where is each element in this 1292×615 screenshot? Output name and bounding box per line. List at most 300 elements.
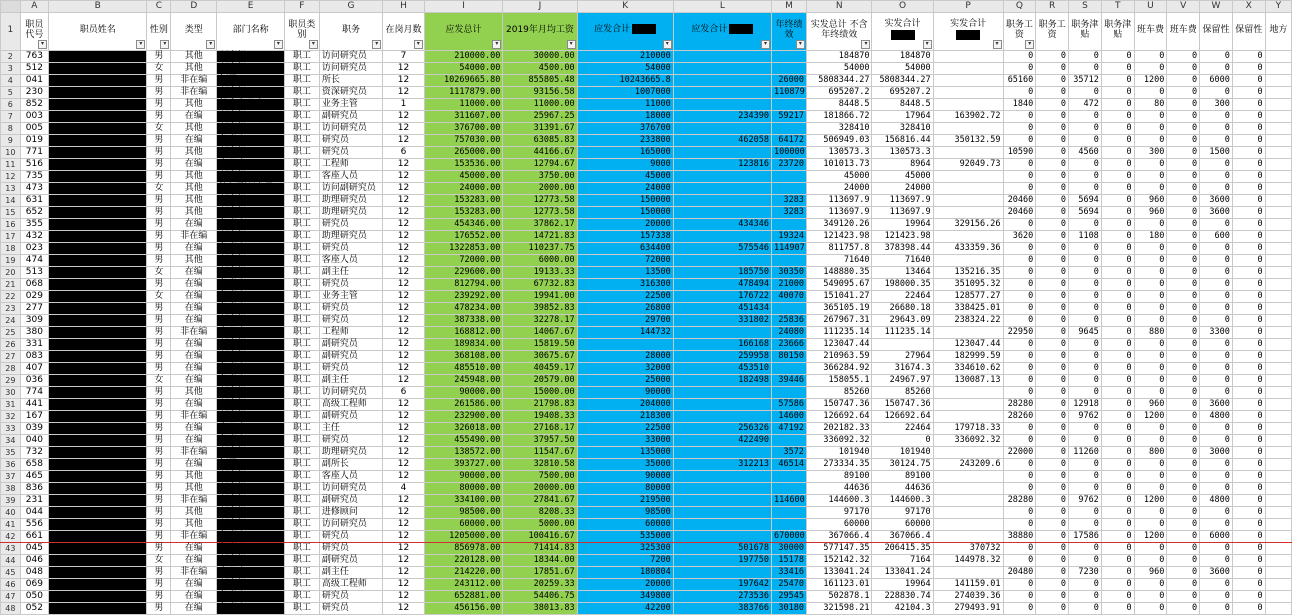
table-cell[interactable]: 0 [1200, 51, 1233, 63]
table-cell[interactable]: 0 [1200, 387, 1233, 399]
table-cell[interactable] [1265, 519, 1291, 531]
table-cell[interactable]: 123047.44 [933, 339, 1003, 351]
table-cell[interactable] [49, 543, 147, 555]
table-cell[interactable]: 男 [147, 51, 171, 63]
table-cell[interactable]: 0 [1134, 279, 1167, 291]
table-cell[interactable]: 男 [147, 531, 171, 543]
table-cell[interactable]: 女 [147, 267, 171, 279]
table-cell[interactable]: 非在编 [171, 411, 217, 423]
table-cell[interactable] [49, 195, 147, 207]
table-cell[interactable]: 0 [1232, 579, 1265, 591]
table-cell[interactable]: 45000 [577, 171, 673, 183]
table-cell[interactable]: 17851.67 [503, 567, 577, 579]
table-cell[interactable] [772, 219, 807, 231]
table-cell[interactable]: 职工 [284, 147, 319, 159]
table-cell[interactable] [673, 63, 771, 75]
table-cell[interactable]: 126692.64 [806, 411, 872, 423]
table-cell[interactable]: 11260 [1069, 447, 1102, 459]
header-cell[interactable] [933, 13, 1003, 51]
table-cell[interactable]: 访问副研究员 [217, 183, 285, 195]
header-cell[interactable] [1134, 13, 1167, 51]
table-cell[interactable]: 研究员 [319, 147, 382, 159]
table-cell[interactable] [872, 339, 933, 351]
table-cell[interactable]: 高级工程师 [319, 579, 382, 591]
table-cell[interactable]: 0 [1101, 195, 1134, 207]
table-cell[interactable] [49, 483, 147, 495]
table-cell[interactable]: 研究组 [217, 171, 285, 183]
table-cell[interactable]: 0 [1232, 519, 1265, 531]
table-cell[interactable]: 97170 [806, 507, 872, 519]
table-cell[interactable]: 助理研究员 [319, 195, 382, 207]
table-cell[interactable]: 0 [1101, 339, 1134, 351]
header-cell[interactable] [20, 13, 48, 51]
table-cell[interactable]: 0 [1232, 159, 1265, 171]
table-cell[interactable]: 职工 [284, 543, 319, 555]
table-cell[interactable]: 3600 [1200, 207, 1233, 219]
table-cell[interactable]: 45000 [872, 171, 933, 183]
table-cell[interactable]: 男 [147, 339, 171, 351]
table-cell[interactable]: 852 [20, 99, 48, 111]
table-cell[interactable]: 144978.32 [933, 555, 1003, 567]
table-cell[interactable]: 0 [1232, 363, 1265, 375]
table-cell[interactable]: 100000 [772, 147, 807, 159]
table-cell[interactable]: 661 [20, 531, 48, 543]
table-cell[interactable]: 领导 [217, 75, 285, 87]
table-cell[interactable]: 210000.00 [424, 51, 503, 63]
table-cell[interactable] [673, 507, 771, 519]
table-cell[interactable]: 355 [20, 219, 48, 231]
table-cell[interactable]: 12 [383, 219, 425, 231]
table-cell[interactable]: 167 [20, 411, 48, 423]
table-cell[interactable]: 60000.00 [424, 519, 503, 531]
table-cell[interactable]: 进修顾问 [319, 507, 382, 519]
table-cell[interactable]: 0 [1200, 135, 1233, 147]
table-cell[interactable]: 121423.98 [872, 231, 933, 243]
table-cell[interactable]: 0 [1036, 447, 1069, 459]
table-cell[interactable]: 811757.8 [806, 243, 872, 255]
table-cell[interactable] [933, 495, 1003, 507]
table-cell[interactable]: 0 [1101, 87, 1134, 99]
table-cell[interactable]: 负责人 [217, 591, 285, 603]
table-cell[interactable] [49, 387, 147, 399]
table-cell[interactable] [933, 471, 1003, 483]
table-cell[interactable]: 0 [1101, 375, 1134, 387]
table-cell[interactable]: 90000.00 [424, 471, 503, 483]
row-number[interactable]: 43 [1, 543, 21, 555]
table-cell[interactable]: 研究组 [217, 339, 285, 351]
table-cell[interactable]: 19964 [872, 579, 933, 591]
table-cell[interactable]: 研究组 [217, 231, 285, 243]
table-cell[interactable]: 0 [1232, 267, 1265, 279]
table-cell[interactable]: 职工 [284, 555, 319, 567]
row-number[interactable]: 10 [1, 147, 21, 159]
table-cell[interactable]: 210000 [577, 51, 673, 63]
table-cell[interactable] [49, 579, 147, 591]
table-cell[interactable]: 0 [1232, 135, 1265, 147]
table-cell[interactable]: 研究员 [319, 363, 382, 375]
table-cell[interactable] [933, 447, 1003, 459]
table-cell[interactable]: 434346 [673, 219, 771, 231]
table-cell[interactable]: 0 [1134, 315, 1167, 327]
table-cell[interactable]: 0 [1232, 375, 1265, 387]
table-cell[interactable] [933, 87, 1003, 99]
table-cell[interactable] [1265, 99, 1291, 111]
table-cell[interactable]: 0 [1003, 267, 1036, 279]
table-cell[interactable]: 非在编 [171, 327, 217, 339]
table-cell[interactable]: 0 [1069, 303, 1102, 315]
header-cell[interactable] [171, 13, 217, 51]
table-cell[interactable]: 336092.32 [806, 435, 872, 447]
table-cell[interactable] [49, 531, 147, 543]
table-cell[interactable]: 在编 [171, 267, 217, 279]
table-cell[interactable] [1265, 219, 1291, 231]
table-cell[interactable]: 12 [383, 255, 425, 267]
table-cell[interactable]: 研究员 [319, 543, 382, 555]
table-cell[interactable]: 045 [20, 543, 48, 555]
table-cell[interactable]: 0 [1101, 147, 1134, 159]
table-cell[interactable]: 334100.00 [424, 495, 503, 507]
table-cell[interactable] [673, 387, 771, 399]
table-cell[interactable]: 0 [1200, 435, 1233, 447]
table-cell[interactable]: 女 [147, 63, 171, 75]
table-cell[interactable] [49, 159, 147, 171]
table-cell[interactable]: 研究组 [217, 519, 285, 531]
table-cell[interactable]: 485510.00 [424, 363, 503, 375]
table-cell[interactable]: 在编 [171, 555, 217, 567]
header-cell[interactable] [772, 13, 807, 51]
table-cell[interactable]: 在编 [171, 543, 217, 555]
table-cell[interactable]: 90000 [577, 387, 673, 399]
table-cell[interactable]: 男 [147, 591, 171, 603]
table-cell[interactable] [673, 483, 771, 495]
table-cell[interactable]: 男 [147, 411, 171, 423]
table-cell[interactable] [772, 483, 807, 495]
table-cell[interactable]: 0 [1167, 603, 1200, 615]
table-cell[interactable] [772, 255, 807, 267]
column-header-b[interactable]: B [49, 1, 147, 13]
table-cell[interactable]: 0 [1003, 51, 1036, 63]
table-cell[interactable] [933, 195, 1003, 207]
table-cell[interactable]: 0 [1069, 459, 1102, 471]
table-cell[interactable]: 349800 [577, 591, 673, 603]
table-cell[interactable]: 29700 [577, 315, 673, 327]
column-header-d[interactable]: D [171, 1, 217, 13]
table-cell[interactable]: 0 [1101, 483, 1134, 495]
table-cell[interactable]: 59217 [772, 111, 807, 123]
column-header-r[interactable]: R [1036, 1, 1069, 13]
table-cell[interactable]: 负责人 [217, 603, 285, 615]
table-cell[interactable]: 0 [1200, 243, 1233, 255]
header-cell[interactable] [49, 13, 147, 51]
table-cell[interactable]: 职工 [284, 255, 319, 267]
table-cell[interactable]: 0 [1101, 315, 1134, 327]
table-cell[interactable]: 0 [1232, 255, 1265, 267]
table-cell[interactable]: 387338.00 [424, 315, 503, 327]
table-cell[interactable]: 370732 [933, 543, 1003, 555]
table-cell[interactable]: 456156.00 [424, 603, 503, 615]
table-cell[interactable]: 非在编 [171, 87, 217, 99]
table-cell[interactable]: 0 [1167, 123, 1200, 135]
table-cell[interactable] [673, 75, 771, 87]
table-cell[interactable]: 12 [383, 327, 425, 339]
table-cell[interactable]: 0 [1200, 171, 1233, 183]
table-cell[interactable]: 153283.00 [424, 195, 503, 207]
table-cell[interactable]: 0 [1232, 471, 1265, 483]
column-header-c[interactable]: C [147, 1, 171, 13]
table-cell[interactable]: 133041.24 [806, 567, 872, 579]
table-cell[interactable]: 职工 [284, 219, 319, 231]
table-cell[interactable]: 0 [1069, 183, 1102, 195]
table-cell[interactable]: 228830.74 [872, 591, 933, 603]
table-cell[interactable]: 0 [1167, 63, 1200, 75]
table-cell[interactable]: 其他 [171, 387, 217, 399]
table-cell[interactable]: 0 [1036, 231, 1069, 243]
table-cell[interactable]: 0 [1167, 507, 1200, 519]
table-cell[interactable] [1265, 351, 1291, 363]
table-cell[interactable]: 非在编 [171, 495, 217, 507]
table-cell[interactable]: 331 [20, 339, 48, 351]
table-cell[interactable]: 0 [1134, 87, 1167, 99]
table-cell[interactable]: 0 [1036, 483, 1069, 495]
table-cell[interactable]: 20259.33 [503, 579, 577, 591]
table-cell[interactable]: 职工 [284, 183, 319, 195]
table-cell[interactable]: 0 [1036, 87, 1069, 99]
table-cell[interactable] [673, 567, 771, 579]
table-cell[interactable]: 男 [147, 327, 171, 339]
table-cell[interactable]: 57586 [772, 399, 807, 411]
table-cell[interactable]: 92049.73 [933, 159, 1003, 171]
table-cell[interactable]: 12 [383, 207, 425, 219]
table-cell[interactable] [1265, 447, 1291, 459]
table-cell[interactable]: 0 [1036, 327, 1069, 339]
table-cell[interactable]: 5694 [1069, 207, 1102, 219]
table-cell[interactable]: 0 [1069, 135, 1102, 147]
row-number[interactable]: 44 [1, 555, 21, 567]
table-cell[interactable]: 368108.00 [424, 351, 503, 363]
table-cell[interactable]: 负责人 [217, 303, 285, 315]
select-all-corner[interactable] [1, 1, 21, 13]
table-cell[interactable]: 0 [1200, 423, 1233, 435]
table-cell[interactable]: 领导 [217, 459, 285, 471]
table-cell[interactable]: 12 [383, 267, 425, 279]
table-cell[interactable]: 90000.00 [424, 387, 503, 399]
table-cell[interactable]: 506949.03 [806, 135, 872, 147]
filter-dropdown-icon[interactable]: ▾ [993, 40, 1002, 49]
table-cell[interactable]: 24000.00 [424, 183, 503, 195]
table-cell[interactable] [1265, 531, 1291, 543]
row-number[interactable]: 40 [1, 507, 21, 519]
table-cell[interactable]: 12 [383, 579, 425, 591]
table-cell[interactable]: 19324 [772, 231, 807, 243]
table-cell[interactable]: 44636 [806, 483, 872, 495]
table-cell[interactable]: 577147.35 [806, 543, 872, 555]
table-cell[interactable]: 23666 [772, 339, 807, 351]
table-cell[interactable]: 研究组 [217, 471, 285, 483]
header-cell[interactable] [383, 13, 425, 51]
table-cell[interactable]: 89100 [872, 471, 933, 483]
table-cell[interactable]: 0 [1036, 51, 1069, 63]
table-cell[interactable]: 0 [1232, 63, 1265, 75]
table-cell[interactable]: 0 [1134, 459, 1167, 471]
table-cell[interactable] [49, 99, 147, 111]
table-cell[interactable]: 其他 [171, 99, 217, 111]
table-cell[interactable]: 0 [1232, 111, 1265, 123]
table-cell[interactable]: 0 [1200, 603, 1233, 615]
table-cell[interactable]: 0 [1200, 555, 1233, 567]
table-cell[interactable] [673, 255, 771, 267]
row-number[interactable]: 21 [1, 279, 21, 291]
table-cell[interactable]: 0 [1036, 315, 1069, 327]
table-cell[interactable]: 40459.17 [503, 363, 577, 375]
table-cell[interactable]: 0 [1200, 339, 1233, 351]
table-cell[interactable]: 12 [383, 183, 425, 195]
table-cell[interactable]: 22464 [872, 423, 933, 435]
table-cell[interactable]: 54406.75 [503, 591, 577, 603]
table-cell[interactable]: 0 [1167, 339, 1200, 351]
table-cell[interactable]: 12773.58 [503, 195, 577, 207]
table-cell[interactable] [1265, 303, 1291, 315]
table-cell[interactable]: 3300 [1200, 327, 1233, 339]
table-cell[interactable]: 47192 [772, 423, 807, 435]
table-cell[interactable]: 28000 [577, 351, 673, 363]
table-cell[interactable]: 26800 [577, 303, 673, 315]
table-cell[interactable]: 0 [1069, 171, 1102, 183]
table-cell[interactable]: 副研究员 [319, 411, 382, 423]
table-cell[interactable]: 0 [1036, 99, 1069, 111]
table-cell[interactable]: 男 [147, 543, 171, 555]
table-cell[interactable]: 0 [1003, 543, 1036, 555]
table-cell[interactable]: 4 [383, 483, 425, 495]
table-cell[interactable]: 300 [1200, 99, 1233, 111]
table-cell[interactable]: 383766 [673, 603, 771, 615]
table-cell[interactable]: 职工 [284, 99, 319, 111]
table-cell[interactable]: 0 [1036, 399, 1069, 411]
table-cell[interactable]: 25836 [772, 315, 807, 327]
table-cell[interactable]: 135000 [577, 447, 673, 459]
table-cell[interactable]: 男 [147, 75, 171, 87]
table-cell[interactable]: 0 [1101, 471, 1134, 483]
table-cell[interactable]: 研究组 [217, 411, 285, 423]
table-cell[interactable]: 男 [147, 495, 171, 507]
table-cell[interactable]: 0 [1167, 267, 1200, 279]
table-cell[interactable]: 0 [1134, 303, 1167, 315]
table-cell[interactable]: 0 [1036, 339, 1069, 351]
table-cell[interactable] [1265, 375, 1291, 387]
table-cell[interactable]: 0 [1167, 207, 1200, 219]
table-cell[interactable] [673, 123, 771, 135]
table-cell[interactable]: 0 [1200, 507, 1233, 519]
table-cell[interactable]: 219500 [577, 495, 673, 507]
table-cell[interactable] [49, 375, 147, 387]
row-number[interactable]: 2 [1, 51, 21, 63]
table-cell[interactable] [49, 303, 147, 315]
table-cell[interactable]: 380 [20, 327, 48, 339]
table-cell[interactable] [673, 183, 771, 195]
table-cell[interactable]: 研究组 [217, 147, 285, 159]
row-number[interactable]: 4 [1, 75, 21, 87]
table-cell[interactable]: 12 [383, 231, 425, 243]
table-cell[interactable]: 0 [1036, 243, 1069, 255]
table-cell[interactable] [933, 63, 1003, 75]
table-cell[interactable]: 0 [1167, 423, 1200, 435]
table-cell[interactable]: 在编 [171, 135, 217, 147]
table-cell[interactable]: 20000 [577, 219, 673, 231]
table-cell[interactable]: 男 [147, 159, 171, 171]
column-header-j[interactable]: J [503, 1, 577, 13]
column-header-x[interactable]: X [1232, 1, 1265, 13]
table-cell[interactable]: 0 [1232, 219, 1265, 231]
table-cell[interactable]: 12918 [1069, 399, 1102, 411]
table-cell[interactable]: 38013.83 [503, 603, 577, 615]
table-cell[interactable] [49, 219, 147, 231]
table-cell[interactable]: 副主任 [319, 375, 382, 387]
table-cell[interactable]: 023 [20, 243, 48, 255]
row-number[interactable]: 31 [1, 399, 21, 411]
table-cell[interactable]: 31391.67 [503, 123, 577, 135]
table-cell[interactable]: 0 [1134, 51, 1167, 63]
table-cell[interactable]: 0 [1134, 579, 1167, 591]
table-cell[interactable]: 职工 [284, 567, 319, 579]
table-cell[interactable]: 72000.00 [424, 255, 503, 267]
table-cell[interactable]: 职工 [284, 495, 319, 507]
table-cell[interactable] [1265, 231, 1291, 243]
table-cell[interactable]: 3600 [1200, 567, 1233, 579]
table-cell[interactable]: 0 [1134, 267, 1167, 279]
table-cell[interactable]: 0 [1036, 519, 1069, 531]
table-cell[interactable] [49, 591, 147, 603]
table-cell[interactable]: 0 [1200, 303, 1233, 315]
table-cell[interactable]: 366284.92 [806, 363, 872, 375]
table-cell[interactable]: 研究员 [319, 243, 382, 255]
table-cell[interactable]: 0 [1167, 75, 1200, 87]
table-cell[interactable]: 非在编 [171, 531, 217, 543]
table-cell[interactable]: 客座人员 [319, 255, 382, 267]
table-cell[interactable]: 29545 [772, 591, 807, 603]
table-cell[interactable]: 695207.2 [872, 87, 933, 99]
table-cell[interactable]: 12 [383, 243, 425, 255]
table-cell[interactable]: 其他 [171, 171, 217, 183]
table-cell[interactable]: 0 [1003, 507, 1036, 519]
table-cell[interactable]: 501678 [673, 543, 771, 555]
table-cell[interactable]: 负责人 [217, 135, 285, 147]
table-cell[interactable]: 1200 [1134, 531, 1167, 543]
table-cell[interactable]: 5808344.27 [872, 75, 933, 87]
table-cell[interactable] [772, 435, 807, 447]
table-cell[interactable]: 0 [1101, 303, 1134, 315]
table-cell[interactable]: 男 [147, 471, 171, 483]
table-cell[interactable]: 2000.00 [503, 183, 577, 195]
header-cell[interactable] [872, 13, 933, 51]
table-cell[interactable]: 0 [1036, 159, 1069, 171]
table-cell[interactable]: 负责人 [217, 375, 285, 387]
row-number[interactable]: 34 [1, 435, 21, 447]
table-cell[interactable]: 350132.59 [933, 135, 1003, 147]
table-cell[interactable]: 0 [1167, 243, 1200, 255]
table-cell[interactable]: 27964 [872, 351, 933, 363]
row-number[interactable]: 3 [1, 63, 21, 75]
table-cell[interactable]: 28260 [1003, 411, 1036, 423]
table-cell[interactable]: 6000 [1200, 75, 1233, 87]
table-cell[interactable]: 12773.58 [503, 207, 577, 219]
table-cell[interactable]: 0 [1003, 87, 1036, 99]
table-cell[interactable]: 0 [1036, 135, 1069, 147]
table-cell[interactable]: 204000 [577, 399, 673, 411]
table-cell[interactable]: 0 [1003, 291, 1036, 303]
table-cell[interactable]: 166168 [673, 339, 771, 351]
table-cell[interactable]: 151041.27 [806, 291, 872, 303]
table-cell[interactable]: 0 [1036, 207, 1069, 219]
table-cell[interactable]: 0 [1101, 387, 1134, 399]
